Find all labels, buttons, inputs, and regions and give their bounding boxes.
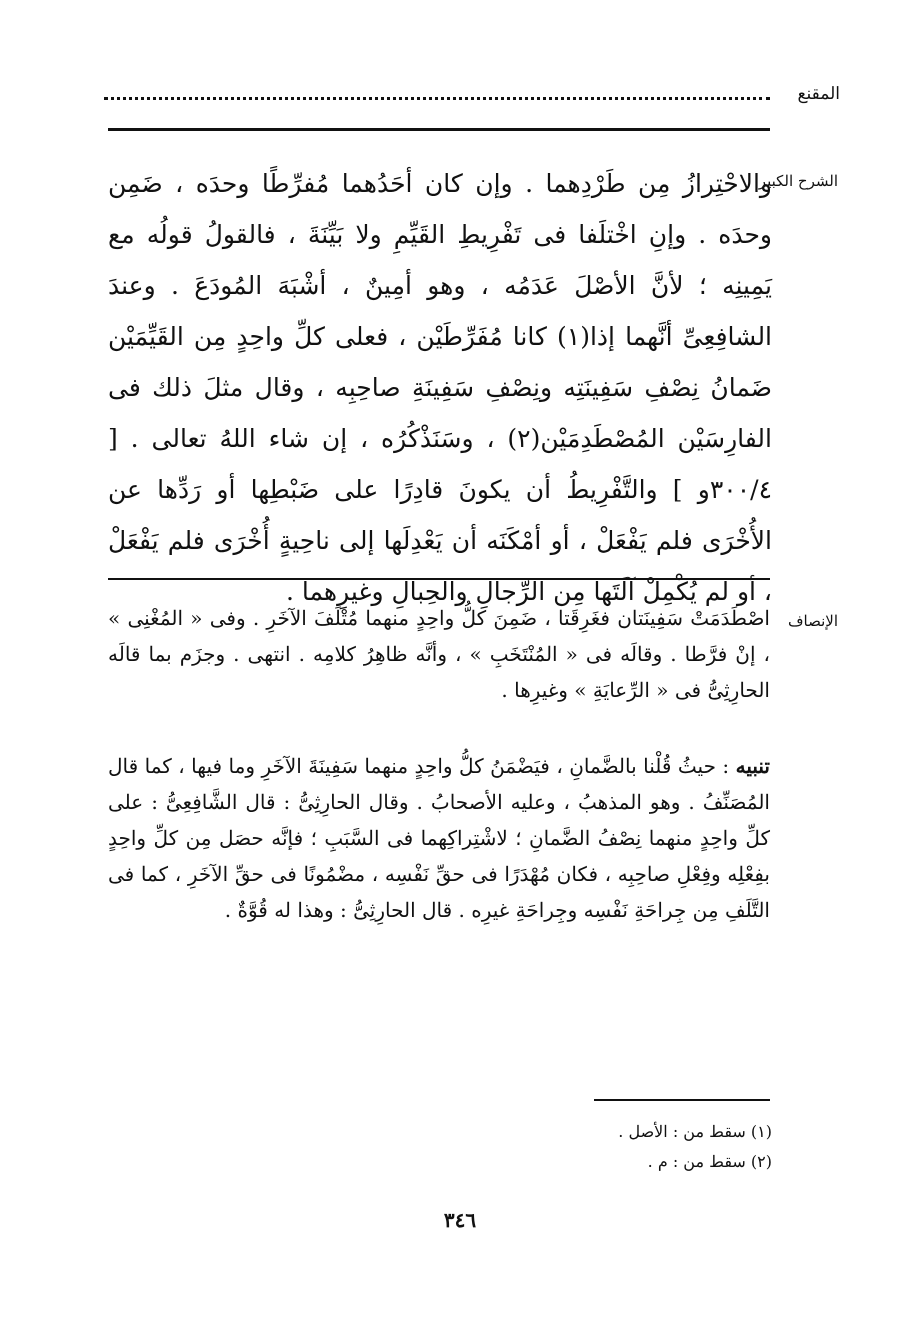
- sharh-side-label: الشرح الكبير: [758, 172, 838, 190]
- insaf-paragraph-2: [108, 748, 770, 928]
- dot-leader: [104, 86, 770, 100]
- sharh-text: والاحْتِرازُ مِن طَرْدِهما . وإن كان أحَدُهما مُفرِّطًا وحدَه ، ضَمِن وحدَه . وإنِ اخْتلَفا فى تَفْرِيطِ القَيِّمِ ولا بَيِّنَةَ ، فالقولُ قولُه مع يَمِينِه ؛ لأنَّ الأصْلَ عَدَمُه ، وهو أمِينٌ ، أشْبَهَ المُودَعَ . وعندَ الشافِعِىِّ أنَّهما إذا(١) كانا مُفَرِّطَيْن ، فعلى كلِّ واحِدٍ مِن القَيِّمَيْن ضَمانُ نِصْفِ سَفِينَتِه ونِصْفِ سَفِينَةِ صاحِبِه ، وقال مثلَ ذلك فى الفارِسَيْن المُصْطَدِمَيْن(٢) ، وسَنَذْكُرُه ، إن شاء اللهُ تعالى . [ ٣٠٠/٤و ] والتَّفْرِيطُ أن يكونَ قادِرًا على ضَبْطِها أو رَدِّها عن الأُخْرَى فلم يَفْعَلْ ، أو أمْكَنَه أن يَعْدِلَها إلى ناحِيةٍ أُخْرَى فلم يَفْعَلْ ، أو لم يُكْمِلْ آلَتَها مِن الرِّجالِ والحِبالِ وغيرِهما .: [108, 169, 773, 606]
- footnote-1: (١) سقط من : الأصل .: [618, 1122, 772, 1141]
- header-rule: [108, 128, 770, 131]
- section-divider: [108, 578, 770, 580]
- footnote-2: (٢) سقط من : م .: [647, 1152, 772, 1171]
- insaf-paragraph-1: اصْطَدَمَتْ سَفِينَتان فغَرِقَتا ، ضَمِنَ كلُّ واحِدٍ منهما مُتْلَفَ الآخَرِ . وفى « المُغْنِى » ، إنْ فرَّطا . وقالَه فى « المُنْتَخَبِ » ، وأنَّه ظاهِرُ كلامِه . انتهى . وجزَم بما قالَه الحارِثِىُّ فى « الرِّعايَةِ » وغيرِها .: [108, 606, 770, 702]
- tanbih-lead: تنبيه: [735, 754, 770, 778]
- running-title: المقنع: [797, 84, 840, 104]
- insaf-side-label: الإنصاف: [787, 612, 838, 630]
- insaf-paragraph-2-text: : حيثُ قُلْنا بالضَّمانِ ، فيَضْمَنُ كلُّ واحِدٍ منهما سَفِينَةَ الآخَرِ وما فيها ، كما قال المُصَنِّفُ . وهو المذهبُ ، وعليه الأصحابُ . وقال الحارِثِىُّ : قال الشَّافِعِىُّ : على كلِّ واحِدٍ منهما نِصْفُ الضَّمانِ ؛ لاشْتِراكِهما فى السَّبَبِ ؛ فإنَّه حصَل مِن كلِّ واحِدٍ بفِعْلِه وفِعْلِ صاحِبِه ، فكان مُهْدَرًا فى حقِّ نَفْسِه ، مضْمُونًا فى حقِّ الآخَرِ ، كما فى التَّلَفِ مِن جِراحَةِ نَفْسِه وجِراحَةِ غيرِه . قال الحارِثِىُّ : وهذا له قُوَّةٌ .: [108, 754, 770, 922]
- page-number: ٣٤٦: [443, 1208, 477, 1232]
- footnote-rule: [594, 1099, 770, 1101]
